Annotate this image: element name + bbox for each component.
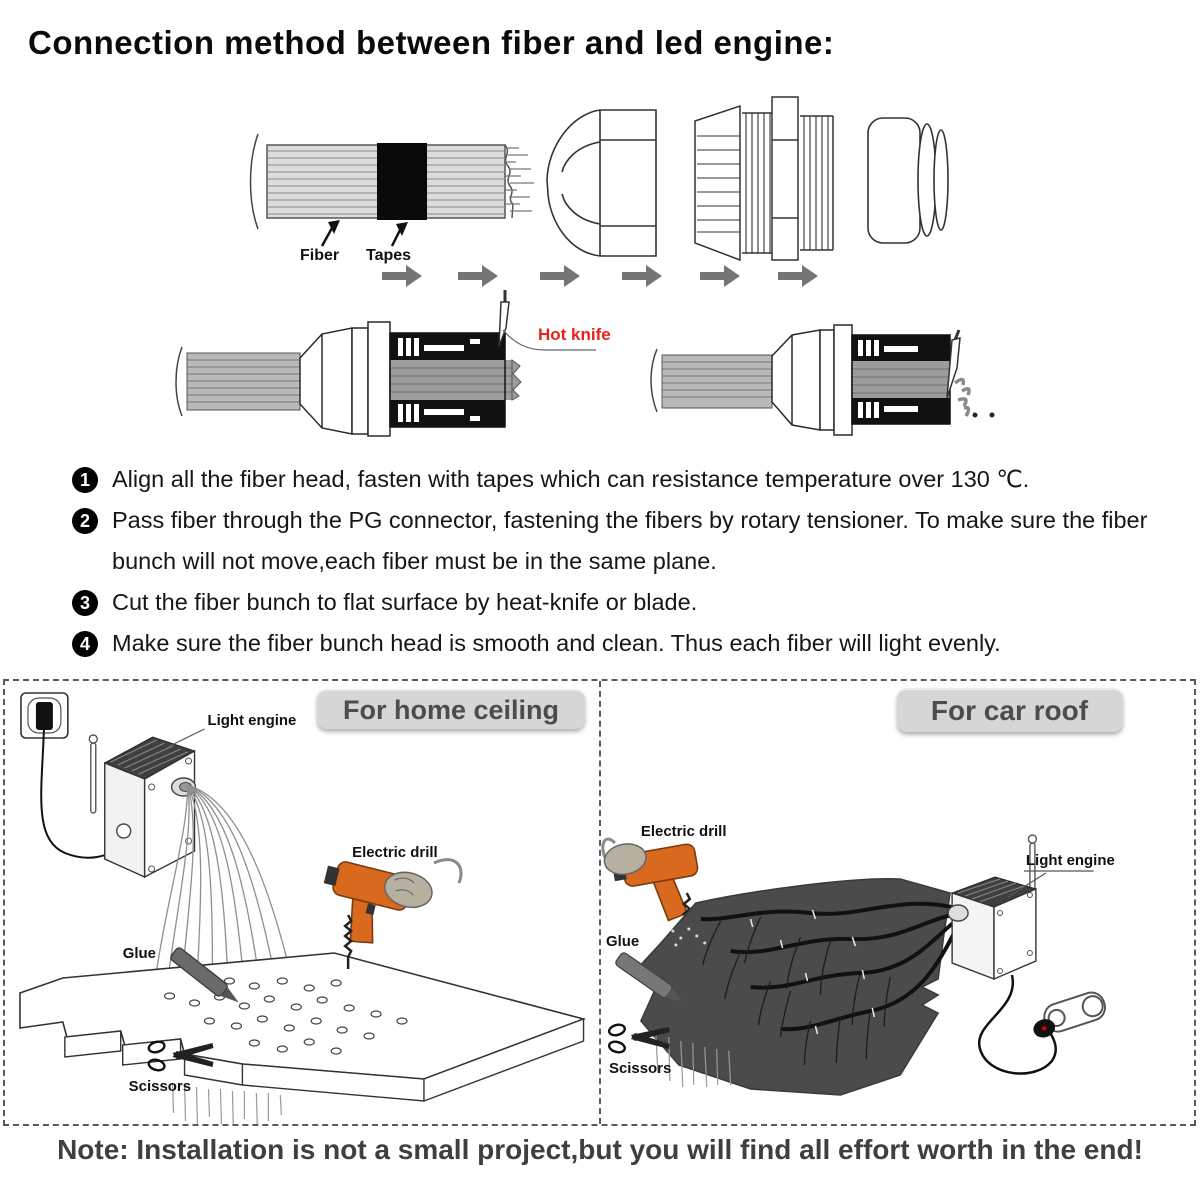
car-roof-illustration — [601, 681, 1195, 1124]
step-number-badge: 2 — [72, 508, 98, 534]
assembled-connector-left — [176, 290, 611, 436]
light-engine-illustration — [89, 735, 195, 877]
tape-band — [377, 143, 427, 220]
step-text: Align all the fiber head, fasten with tapes which can resistance temperature over 130 ℃. — [112, 466, 1030, 492]
scissors-label: Scissors — [608, 1059, 671, 1078]
assembled-connector-right — [651, 325, 995, 435]
cap-nut-illustration — [547, 110, 656, 256]
instruction-step — [72, 459, 1192, 500]
step-text: Make sure the fiber bunch head is smooth and clean. Thus each fiber will light evenly. — [112, 630, 1001, 656]
wall-outlet-icon — [21, 693, 117, 858]
panel-title-home: For home ceiling — [317, 689, 585, 729]
panel-car-roof — [599, 681, 1195, 1124]
instruction-step — [72, 623, 1192, 664]
fiber-label: Fiber — [300, 247, 340, 264]
panel-home-ceiling — [5, 681, 599, 1124]
flow-arrows — [382, 265, 818, 287]
step-number-badge: 4 — [72, 631, 98, 657]
glue-label: Glue — [605, 932, 639, 951]
scissors-label: Scissors — [128, 1077, 192, 1096]
light-engine-label: Light engine — [207, 711, 297, 730]
light-engine-illustration — [948, 835, 1036, 979]
tapes-pointer-arrow — [392, 230, 400, 246]
page-title: Connection method between fiber and led engine: — [28, 24, 835, 61]
home-ceiling-illustration — [5, 681, 599, 1124]
electric-drill-label: Electric drill — [640, 822, 726, 841]
instruction-step — [72, 582, 1192, 623]
step-text: Cut the fiber bunch to flat surface by heat-knife or blade. — [112, 589, 698, 615]
step-number-badge: 1 — [72, 467, 98, 493]
instruction-step — [72, 500, 1192, 582]
fiber-shavings — [955, 379, 969, 416]
installation-panels — [3, 679, 1196, 1126]
grommet-illustration — [868, 118, 948, 243]
panel-title-car: For car roof — [897, 688, 1123, 732]
instruction-list — [72, 459, 1192, 664]
electric-drill-icon — [312, 853, 461, 969]
step-text: Pass fiber through the PG connector, fastening the fibers by rotary tensioner. To make sure the fiber bunch will not move,each fiber must be in the same plane. — [112, 507, 1148, 574]
fiber-pointer-arrow — [322, 228, 332, 246]
step-number-badge: 3 — [72, 590, 98, 616]
pg-connector-body-illustration — [695, 97, 833, 260]
electric-drill-label: Electric drill — [352, 843, 438, 862]
glue-label: Glue — [122, 944, 156, 963]
fiber-bundle-illustration — [251, 134, 535, 229]
connector-assembly-diagram — [0, 88, 1200, 463]
car-adapter-icon — [1027, 989, 1108, 1040]
light-engine-label: Light engine — [1025, 851, 1115, 870]
tapes-label: Tapes — [366, 247, 412, 264]
ceiling-board-illustration — [20, 953, 584, 1124]
installation-note: Note: Installation is not a small project,but you will find all effort worth in the end! — [57, 1134, 1143, 1165]
hot-knife-label: Hot knife — [538, 325, 611, 344]
